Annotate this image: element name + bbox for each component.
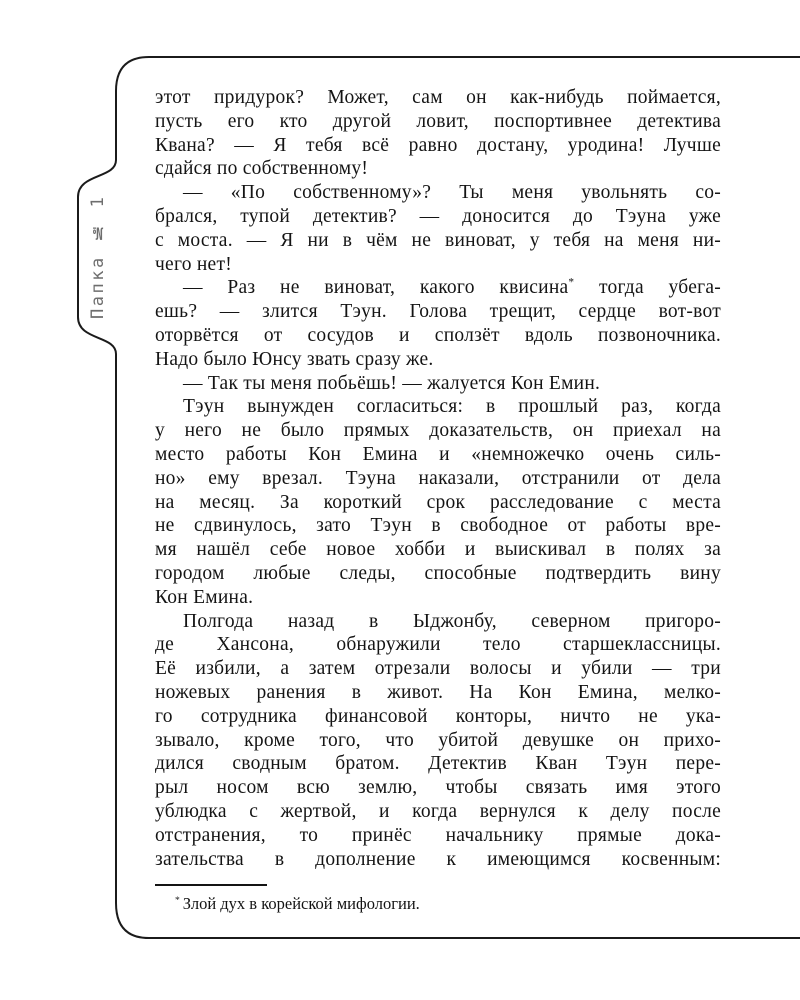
text-line: ублюдка с жертвой, и когда вернулся к делу после: [155, 800, 721, 822]
footnote: [155, 893, 721, 914]
text-line: брался, тупой детектив? — доносится до Тэуна уже: [155, 205, 721, 227]
page-text: [155, 86, 721, 871]
text-line: рыл носом всю землю, чтобы связать имя этого: [155, 777, 721, 799]
folder-tab-label: Папка № 1: [88, 194, 108, 320]
footnote-text: Злой дух в корейской мифологии.: [182, 894, 420, 913]
footnote-reference-asterisk: *: [568, 276, 575, 289]
text-line: — Раз не виноват, какого квисина* тогда убега-: [183, 276, 722, 299]
footnote-divider: [155, 884, 267, 886]
footnote-marker: *: [175, 894, 180, 906]
text-line: чего нет!: [155, 253, 232, 275]
text-line: Надо было Юнсу звать сразу же.: [155, 348, 434, 370]
text-line: оторвётся от сосудов и сползёт вдоль позвоночника.: [155, 324, 721, 346]
text-line: не сдвинулось, зато Тэун в свободное от работы вре-: [155, 515, 721, 537]
text-line: на месяц. За короткий срок расследование с места: [155, 491, 721, 513]
text-line: Тэун вынужден согласиться: в прошлый раз, когда: [183, 396, 721, 418]
text-line: — «По собственному»? Ты меня увольнять со-: [183, 182, 721, 204]
text-line: ешь? — злится Тэун. Голова трещит, сердце вот-вот: [155, 301, 721, 323]
text-line: место работы Кон Емина и «немножечко очень силь-: [155, 443, 721, 465]
text-line: Кон Емина.: [155, 586, 254, 608]
text-line: пусть его кто другой ловит, поспортивнее детектива: [155, 110, 721, 132]
text-line: го сотрудника финансовой конторы, ничто не ука-: [155, 705, 721, 727]
text-line: — Так ты меня побьёшь! — жалуется Кон Емин.: [183, 372, 601, 394]
text-line: ножевых ранения в живот. На Кон Емина, мелко-: [155, 681, 721, 703]
text-line: отстранения, то принёс начальнику прямые дока-: [155, 824, 721, 846]
text-line: зательства в дополнение к имеющимся косвенным:: [155, 848, 721, 870]
text-line: де Хансона, обнаружили тело старшеклассницы.: [155, 634, 721, 656]
text-line: этот придурок? Может, сам он как-нибудь поймается,: [155, 87, 721, 108]
text-line: сдайся по собственному!: [155, 158, 369, 180]
text-line: Её избили, а затем отрезали волосы и убили — три: [155, 658, 721, 680]
text-line: Квана? — Я тебя всё равно достану, уродина! Лучше: [155, 134, 721, 156]
text-line: городом любые следы, способные подтвердить вину: [155, 562, 721, 584]
text-line: но» ему врезал. Тэуна наказали, отстранили от дела: [155, 467, 721, 489]
text-line: Полгода назад в Ыджонбу, северном пригоро-: [183, 610, 721, 632]
text-line: дился сводным братом. Детектив Кван Тэун пере-: [155, 753, 721, 775]
text-line: мя нашёл себе новое хобби и выискивал в полях за: [155, 539, 721, 561]
text-line: с моста. — Я ни в чём не виноват, у тебя на меня ни-: [155, 229, 721, 251]
text-line: зывало, кроме того, что убитой девушке он прихо-: [155, 729, 721, 751]
text-line: у него не было прямых доказательств, он приехал на: [155, 420, 721, 442]
